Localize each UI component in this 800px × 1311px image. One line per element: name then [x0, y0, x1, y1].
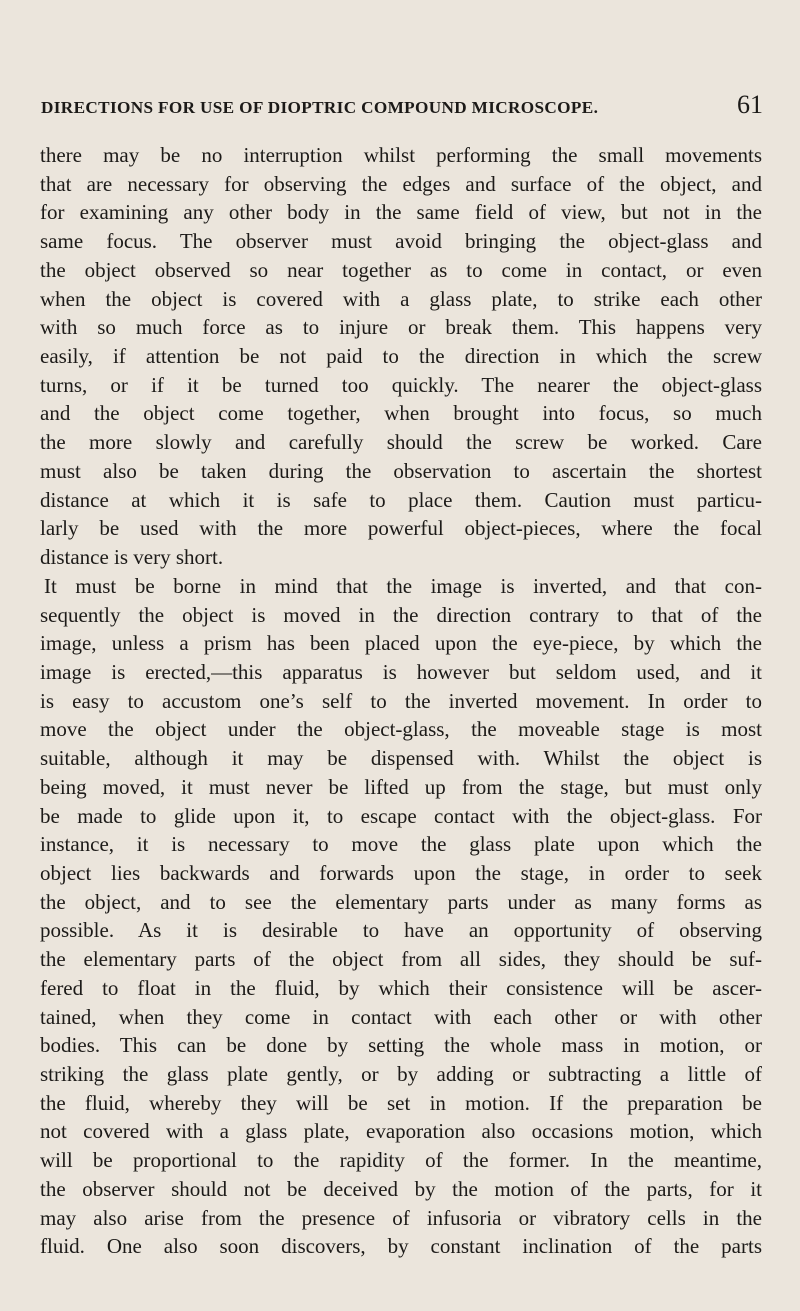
- text-line: and the object come together, when brought into focus, so much: [40, 401, 762, 426]
- text-line: for examining any other body in the same field of view, but not in the: [40, 200, 762, 225]
- text-line: when the object is covered with a glass plate, to strike each other: [40, 286, 762, 311]
- running-head: [41, 90, 763, 126]
- text-line: sequently the object is moved in the direction contrary to that of the: [40, 602, 762, 627]
- body-text: [40, 141, 762, 1261]
- text-line: same focus. The observer must avoid bringing the object-glass and: [40, 229, 762, 254]
- text-line: striking the glass plate gently, or by adding or subtracting a little of: [40, 1062, 762, 1086]
- text-line: be made to glide upon it, to escape contact with the object-glass. For: [40, 803, 762, 828]
- text-line: move the object under the object-glass, the moveable stage is most: [40, 717, 762, 742]
- text-line: the fluid, whereby they will be set in motion. If the preparation be: [40, 1090, 762, 1115]
- text-line: there may be no interruption whilst performing the small movements: [40, 143, 762, 167]
- text-line: possible. As it is desirable to have an opportunity of observing: [40, 918, 762, 943]
- text-line: the more slowly and carefully should the screw be worked. Care: [40, 430, 762, 455]
- text-line: fluid. One also soon discovers, by constant inclination of the parts: [40, 1234, 762, 1259]
- text-line: is easy to accustom one’s self to the inverted movement. In order to: [40, 688, 762, 713]
- text-line: must also be taken during the observation to ascertain the shortest: [40, 458, 762, 483]
- text-line: will be proportional to the rapidity of the former. In the meantime,: [40, 1148, 762, 1173]
- text-line: image is erected,—this apparatus is however but seldom used, and it: [40, 659, 762, 684]
- text-line: distance is very short.: [40, 545, 224, 570]
- text-line: fered to float in the fluid, by which their consistence will be ascer-: [40, 975, 762, 1000]
- text-line: the observer should not be deceived by the motion of the parts, for it: [40, 1176, 762, 1201]
- page-number: 61: [737, 90, 763, 119]
- text-line: distance at which it is safe to place them. Caution must particu-: [40, 487, 762, 512]
- text-line: easily, if attention be not paid to the direction in which the screw: [40, 344, 762, 369]
- text-line: object lies backwards and forwards upon the stage, in order to seek: [40, 860, 762, 885]
- text-line: may also arise from the presence of infusoria or vibratory cells in the: [40, 1205, 762, 1230]
- text-line: turns, or if it be turned too quickly. The nearer the object-glass: [40, 372, 762, 397]
- text-line: It must be borne in mind that the image is inverted, and that con-: [44, 573, 762, 598]
- text-line: being moved, it must never be lifted up from the stage, but must only: [40, 774, 762, 799]
- text-line: that are necessary for observing the edges and surface of the object, and: [40, 171, 762, 196]
- text-line: instance, it is necessary to move the glass plate upon which the: [40, 832, 762, 857]
- text-line: the elementary parts of the object from all sides, they should be suf-: [40, 947, 762, 972]
- text-line: image, unless a prism has been placed upon the eye-piece, by which the: [40, 631, 762, 656]
- text-line: suitable, although it may be dispensed with. Whilst the object is: [40, 746, 762, 771]
- running-title: DIRECTIONS FOR USE OF DIOPTRIC COMPOUND MICROSCOPE.: [41, 98, 599, 117]
- text-line: bodies. This can be done by setting the whole mass in motion, or: [40, 1033, 762, 1058]
- text-line: the object, and to see the elementary parts under as many forms as: [40, 889, 762, 914]
- text-line: larly be used with the more powerful object-pieces, where the focal: [40, 516, 762, 541]
- text-line: not covered with a glass plate, evaporation also occasions motion, which: [40, 1119, 762, 1144]
- text-line: tained, when they come in contact with each other or with other: [40, 1004, 762, 1029]
- text-line: the object observed so near together as to come in contact, or even: [40, 257, 762, 282]
- text-line: with so much force as to injure or break them. This happens very: [40, 315, 762, 340]
